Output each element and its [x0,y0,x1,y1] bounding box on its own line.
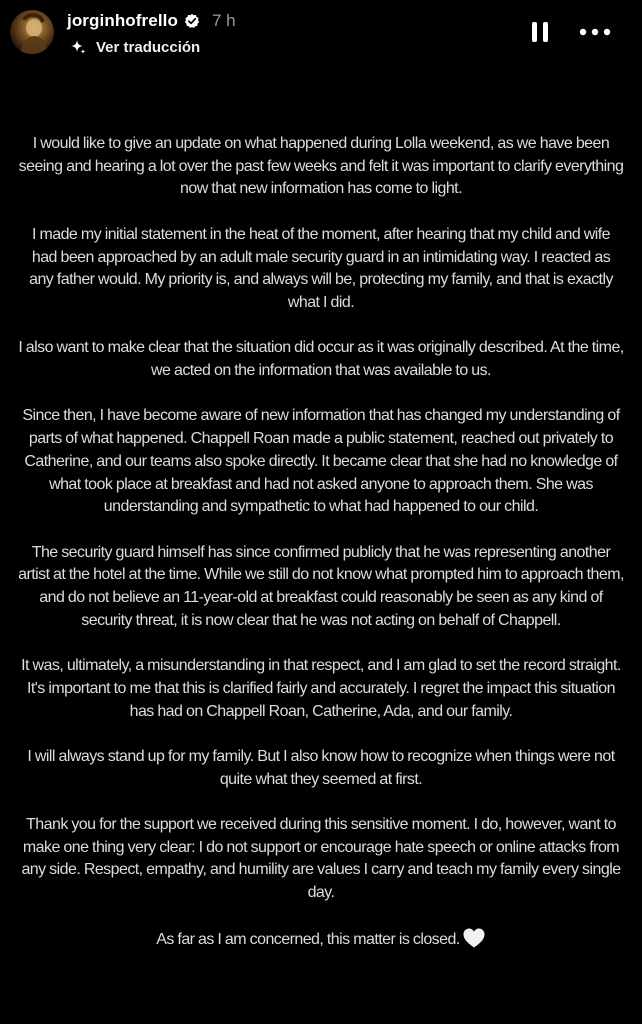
more-options-button[interactable] [578,22,612,42]
translate-sparkle-icon [70,39,86,55]
avatar[interactable] [10,10,54,54]
closing-text: As far as I am concerned, this matter is closed. [156,931,460,949]
closing-line [18,927,624,952]
statement-paragraph: Since then, I have become aware of new information that has changed my understanding of parts of what happened. Chappell Roan made a public statement, reached out privately to Catherine, and our teams also spoke directly. It became clear that she had no knowledge of what took place at breakfast and had not asked anyone to approach them. She was understanding and sympathetic to what had happened to our child. [22,407,620,516]
story-statement [18,133,624,975]
more-options-icon [578,22,612,42]
statement-paragraph: It was, ultimately, a misunderstanding in that respect, and I am glad to set the record straight. It's important to me that this is clarified fairly and accurately. I regret the impact this situation has had on Chappell Roan, Catherine, Ada, and our family. [21,657,621,720]
username-row [67,9,236,33]
translate-button[interactable] [70,36,200,58]
pause-icon [528,20,552,44]
white-heart-icon [462,927,486,949]
statement-paragraph: I will always stand up for my family. But I also know how to recognize when things were not quite what they seemed at first. [27,747,615,788]
statement-paragraph: I also want to make clear that the situation did occur as it was originally described. At the time, we acted on the information that was available to us. [18,339,624,379]
translate-label: Ver traducción [96,38,201,56]
statement-paragraph: I made my initial statement in the heat of the moment, after hearing that my child and wife had been approached by an adult male security guard in an intimidating way. I reacted as any father would. My priority is, and always will be, protecting my family, and that is exactly what I did. [29,225,613,311]
verified-badge-icon [184,13,200,29]
story-header [0,0,642,66]
statement-paragraph: The security guard himself has since confirmed publicly that he was representing another artist at the hotel at the time. While we still do not know what prompted him to approach them, and do not believe an 11-year-old at breakfast could reasonably be seen as any kind of security threat, it is now clear that he was not acting on behalf of Chappell. [18,543,624,629]
statement-paragraph: Thank you for the support we received during this sensitive moment. I do, however, want to make one thing very clear: I do not support or encourage hate speech or online attacks from any side. Respect, empathy, and humility are values I carry and teach my family every single day. [21,815,621,902]
statement-paragraph: I would like to give an update on what happened during Lolla weekend, as we have been seeing and hearing a lot over the past few weeks and felt it was important to clarify everything now that new information has come to light. [18,135,624,198]
username[interactable]: jorginhofrello [67,11,178,30]
post-time: 7 h [211,11,236,30]
pause-button[interactable] [528,20,552,44]
